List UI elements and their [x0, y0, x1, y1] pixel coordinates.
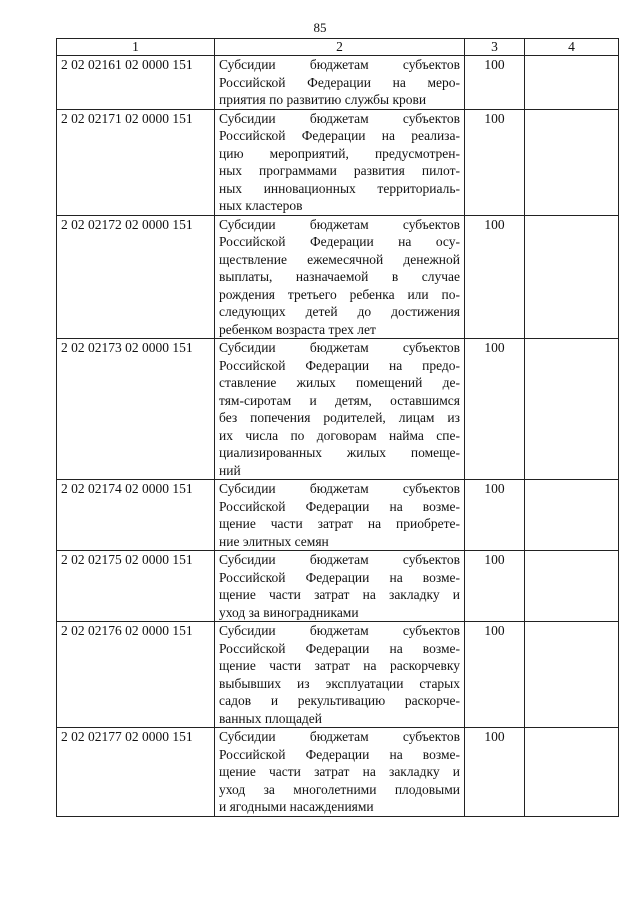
table-row: [57, 109, 619, 215]
description-line: Российской Федерации на предо-: [219, 357, 460, 373]
description-line: рождения третьего ребенка или по-: [219, 286, 460, 302]
budget-code-cell: 2 02 02177 02 0000 151: [57, 728, 215, 817]
description-line: приятия по развитию службы крови: [219, 92, 427, 107]
header-row: [57, 39, 619, 56]
description-line: и ягодными насаждениями: [219, 799, 374, 814]
budget-code-cell: 2 02 02161 02 0000 151: [57, 56, 215, 110]
description-cell: [215, 622, 465, 728]
column-4-cell: [525, 215, 619, 339]
description-cell: [215, 339, 465, 480]
description-line: ществление ежемесячной денежной: [219, 251, 460, 267]
table-row: [57, 622, 619, 728]
description-line: щение части затрат на раскорчевку: [219, 658, 460, 673]
budget-code-cell: 2 02 02175 02 0000 151: [57, 551, 215, 622]
percent-cell: 100: [465, 56, 525, 110]
description-line: Российской Федерации на возме-: [219, 569, 460, 585]
description-cell: [215, 109, 465, 215]
description-line: ванных площадей: [219, 710, 323, 726]
description-line: ставление жилых помещений де-: [219, 375, 460, 390]
description-line: следующих детей до достижения: [219, 304, 460, 319]
description-line: Субсидии бюджетам субъектов: [219, 216, 460, 232]
description-cell: [215, 56, 465, 110]
description-line: Российской Федерации на возме-: [219, 640, 460, 656]
table-row: [57, 215, 619, 339]
description-line: щение части затрат на закладку и: [219, 587, 460, 602]
description-cell: [215, 551, 465, 622]
description-line: Российской Федерации на возме-: [219, 746, 460, 762]
description-line: Российской Федерации на возме-: [219, 498, 460, 514]
description-line: уход за виноградниками: [219, 604, 359, 620]
budget-code-cell: 2 02 02176 02 0000 151: [57, 622, 215, 728]
description-line: ных инновационных территориаль-: [219, 180, 460, 196]
percent-cell: 100: [465, 622, 525, 728]
percent-cell: 100: [465, 551, 525, 622]
budget-code-cell: 2 02 02171 02 0000 151: [57, 109, 215, 215]
description-line: ний: [219, 462, 241, 478]
description-line: выбывших из эксплуатации старых: [219, 675, 460, 691]
description-line: Субсидии бюджетам субъектов: [219, 481, 460, 496]
percent-cell: 100: [465, 480, 525, 551]
description-line: Российской Федерации на осу-: [219, 234, 460, 249]
description-line: Российской Федерации на реализа-: [219, 128, 460, 143]
description-line: выплаты, назначаемой в случае: [219, 269, 460, 284]
description-line: Субсидии бюджетам субъектов: [219, 729, 460, 744]
column-4-cell: [525, 551, 619, 622]
header-column-1: 1: [57, 39, 215, 56]
table-header: [57, 39, 619, 56]
budget-code-cell: 2 02 02172 02 0000 151: [57, 215, 215, 339]
header-column-3: 3: [465, 39, 525, 56]
description-cell: [215, 215, 465, 339]
table-row: [57, 728, 619, 817]
description-line: Субсидии бюджетам субъектов: [219, 552, 460, 567]
description-line: ние элитных семян: [219, 533, 329, 549]
description-line: цию мероприятий, предусмотрен-: [219, 145, 460, 161]
description-line: Субсидии бюджетам субъектов: [219, 623, 460, 638]
description-line: щение части затрат на закладку и: [219, 764, 460, 779]
table-body: [57, 56, 619, 817]
budget-code-cell: 2 02 02174 02 0000 151: [57, 480, 215, 551]
column-4-cell: [525, 728, 619, 817]
description-line: без попечения родителей, лицам из: [219, 410, 460, 425]
table-row: [57, 339, 619, 480]
description-line: Субсидии бюджетам субъектов: [219, 110, 460, 126]
budget-table: [56, 38, 619, 817]
percent-cell: 100: [465, 109, 525, 215]
percent-cell: 100: [465, 339, 525, 480]
description-line: Субсидии бюджетам субъектов: [219, 57, 460, 72]
table-row: [57, 551, 619, 622]
table-row: [57, 480, 619, 551]
column-4-cell: [525, 480, 619, 551]
description-line: щение части затрат на приобрете-: [219, 516, 460, 531]
column-4-cell: [525, 56, 619, 110]
column-4-cell: [525, 622, 619, 728]
page-number: 85: [313, 20, 327, 35]
description-line: Субсидии бюджетам субъектов: [219, 340, 460, 355]
description-cell: [215, 728, 465, 817]
percent-cell: 100: [465, 215, 525, 339]
description-line: Российской Федерации на меро-: [219, 74, 460, 90]
column-4-cell: [525, 109, 619, 215]
description-cell: [215, 480, 465, 551]
column-4-cell: [525, 339, 619, 480]
description-line: садов и рекультивацию раскорче-: [219, 693, 460, 708]
header-column-4: 4: [525, 39, 619, 56]
header-column-2: 2: [215, 39, 465, 56]
percent-cell: 100: [465, 728, 525, 817]
description-line: уход за многолетними плодовыми: [219, 781, 460, 797]
description-line: ребенком возраста трех лет: [219, 321, 376, 337]
table-row: [57, 56, 619, 110]
description-line: их числа по договорам найма спе-: [219, 427, 460, 443]
description-line: ных программами развития пилот-: [219, 163, 460, 178]
description-line: ных кластеров: [219, 198, 303, 213]
budget-code-cell: 2 02 02173 02 0000 151: [57, 339, 215, 480]
description-line: тям-сиротам и детям, оставшимся: [219, 392, 460, 408]
description-line: циализированных жилых помеще-: [219, 445, 460, 460]
